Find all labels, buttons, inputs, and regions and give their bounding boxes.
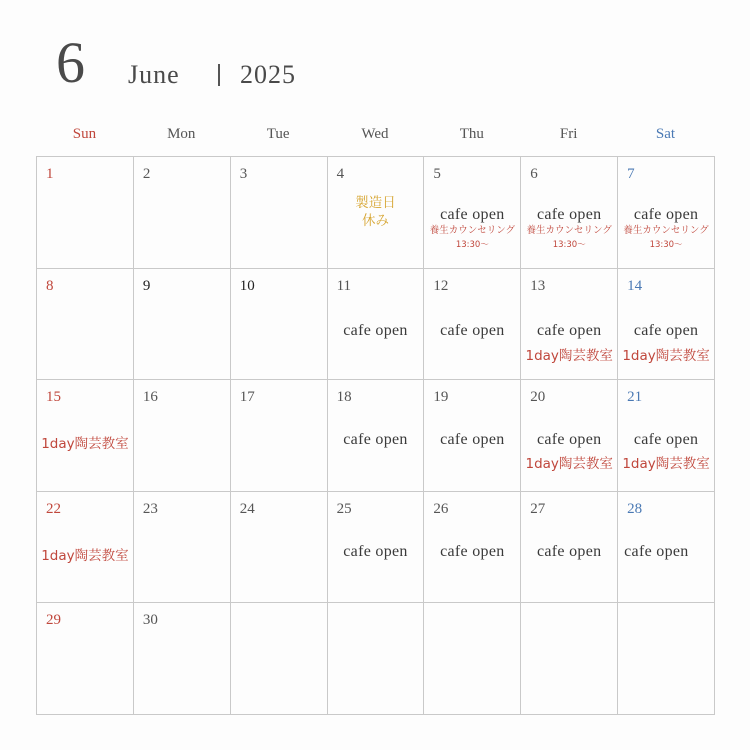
day-cell[interactable] — [424, 269, 521, 381]
day-number: 8 — [46, 277, 54, 294]
day-cell[interactable] — [328, 269, 425, 381]
event-counseling: 養生カウンセリング — [623, 225, 709, 236]
event-cafe-open: cafe open — [536, 321, 602, 339]
event-cafe-open: cafe open — [633, 321, 699, 339]
day-number: 9 — [142, 277, 151, 294]
day-number: 12 — [433, 277, 449, 294]
day-cell — [328, 603, 425, 715]
event-cafe-open: cafe open — [440, 542, 505, 560]
day-number: 4 — [336, 166, 345, 182]
day-cell[interactable] — [618, 269, 715, 381]
day-number: 14 — [627, 277, 643, 294]
event-cafe-open: cafe open — [536, 542, 602, 560]
day-cell — [618, 603, 715, 715]
event-cafe-open: cafe open — [536, 206, 602, 223]
weekday-wed: Wed — [361, 126, 389, 142]
day-cell[interactable] — [328, 157, 425, 269]
event-cafe-open: cafe open — [343, 431, 408, 449]
event-kiln-class: 1day陶芸教室 — [525, 456, 613, 473]
event-cafe-open: cafe open — [440, 431, 505, 449]
day-number: 16 — [142, 389, 158, 406]
day-cell[interactable] — [424, 492, 521, 604]
day-number: 22 — [46, 500, 61, 517]
day-cell[interactable] — [231, 269, 328, 381]
calendar-header — [0, 0, 750, 120]
day-number: 30 — [142, 612, 158, 629]
day-number: 25 — [336, 500, 352, 517]
day-cell[interactable] — [424, 157, 521, 269]
event-cafe-open: cafe open — [440, 206, 505, 223]
day-number: 1 — [46, 166, 54, 182]
weekday-thu: Thu — [459, 126, 484, 142]
event-counseling: 養生カウンセリング — [526, 225, 612, 236]
day-cell[interactable] — [424, 380, 521, 492]
day-cell[interactable] — [37, 157, 134, 269]
day-cell[interactable] — [134, 492, 231, 604]
day-number: 7 — [627, 166, 635, 182]
day-cell[interactable] — [521, 157, 618, 269]
weekday-fri: Fri — [559, 126, 578, 142]
day-number: 2 — [142, 166, 151, 182]
day-number: 26 — [433, 500, 449, 517]
month-name: June — [128, 60, 180, 89]
event-cafe-open: cafe open — [633, 206, 699, 223]
day-cell[interactable] — [134, 157, 231, 269]
day-number: 6 — [530, 166, 538, 182]
day-number: 5 — [433, 166, 441, 182]
day-cell[interactable] — [618, 380, 715, 492]
day-cell[interactable] — [134, 603, 231, 715]
weekday-sat: Sat — [655, 126, 676, 142]
day-cell — [424, 603, 521, 715]
weekday-row — [36, 126, 714, 150]
event-time: 13:30〜 — [552, 240, 586, 250]
event-time: 13:30〜 — [455, 240, 489, 250]
day-cell — [521, 603, 618, 715]
event-time: 13:30〜 — [649, 240, 683, 250]
event-kiln-class: 1day陶芸教室 — [622, 456, 710, 473]
year: 2025 — [240, 60, 296, 89]
event-kiln-class: 1day陶芸教室 — [41, 547, 129, 564]
day-cell[interactable] — [37, 603, 134, 715]
weekday-tue: Tue — [266, 126, 290, 142]
header-divider — [218, 64, 220, 86]
day-cell[interactable] — [521, 492, 618, 604]
day-number: 23 — [142, 500, 158, 517]
day-cell[interactable] — [521, 269, 618, 381]
day-cell[interactable] — [618, 492, 715, 604]
event-counseling: 養生カウンセリング — [429, 225, 515, 236]
day-cell[interactable] — [328, 380, 425, 492]
event-cafe-open: cafe open — [633, 431, 699, 449]
day-cell[interactable] — [521, 380, 618, 492]
day-cell[interactable] — [134, 380, 231, 492]
event-kiln-class: 1day陶芸教室 — [41, 436, 129, 453]
day-number: 29 — [46, 612, 61, 629]
day-number: 13 — [530, 277, 546, 294]
event-kiln-class: 1day陶芸教室 — [622, 347, 710, 364]
day-cell[interactable] — [231, 380, 328, 492]
day-number: 17 — [239, 389, 255, 406]
calendar-grid — [36, 156, 715, 715]
day-number: 19 — [433, 389, 449, 406]
day-cell[interactable] — [134, 269, 231, 381]
day-cell — [231, 603, 328, 715]
day-number: 15 — [46, 389, 61, 406]
day-number: 10 — [239, 277, 255, 294]
day-cell[interactable] — [328, 492, 425, 604]
day-cell[interactable] — [37, 380, 134, 492]
event-cafe-open: cafe open — [343, 542, 408, 560]
day-number: 28 — [627, 500, 643, 517]
day-cell[interactable] — [231, 157, 328, 269]
day-cell[interactable] — [618, 157, 715, 269]
day-cell[interactable] — [37, 492, 134, 604]
day-number: 24 — [239, 500, 255, 517]
event-cafe-open: cafe open — [536, 431, 602, 449]
event-kiln-class: 1day陶芸教室 — [525, 347, 613, 364]
event-cafe-open: cafe open — [440, 321, 505, 339]
day-number: 21 — [627, 389, 643, 406]
weekday-mon: Mon — [167, 126, 196, 142]
closed-line-2: 休み — [361, 212, 389, 229]
weekday-sun: Sun — [72, 126, 97, 142]
day-cell[interactable] — [37, 269, 134, 381]
closed-day-label — [328, 195, 424, 230]
day-number: 27 — [530, 500, 546, 517]
event-cafe-open: cafe open — [343, 321, 408, 339]
month-number: 6 — [56, 30, 85, 95]
event-cafe-open: cafe open — [624, 542, 689, 560]
day-number: 11 — [336, 277, 352, 294]
day-cell[interactable] — [231, 492, 328, 604]
day-number: 20 — [530, 389, 546, 406]
closed-line-1: 製造日 — [355, 195, 396, 211]
day-number: 18 — [336, 389, 352, 406]
day-number: 3 — [239, 166, 248, 182]
